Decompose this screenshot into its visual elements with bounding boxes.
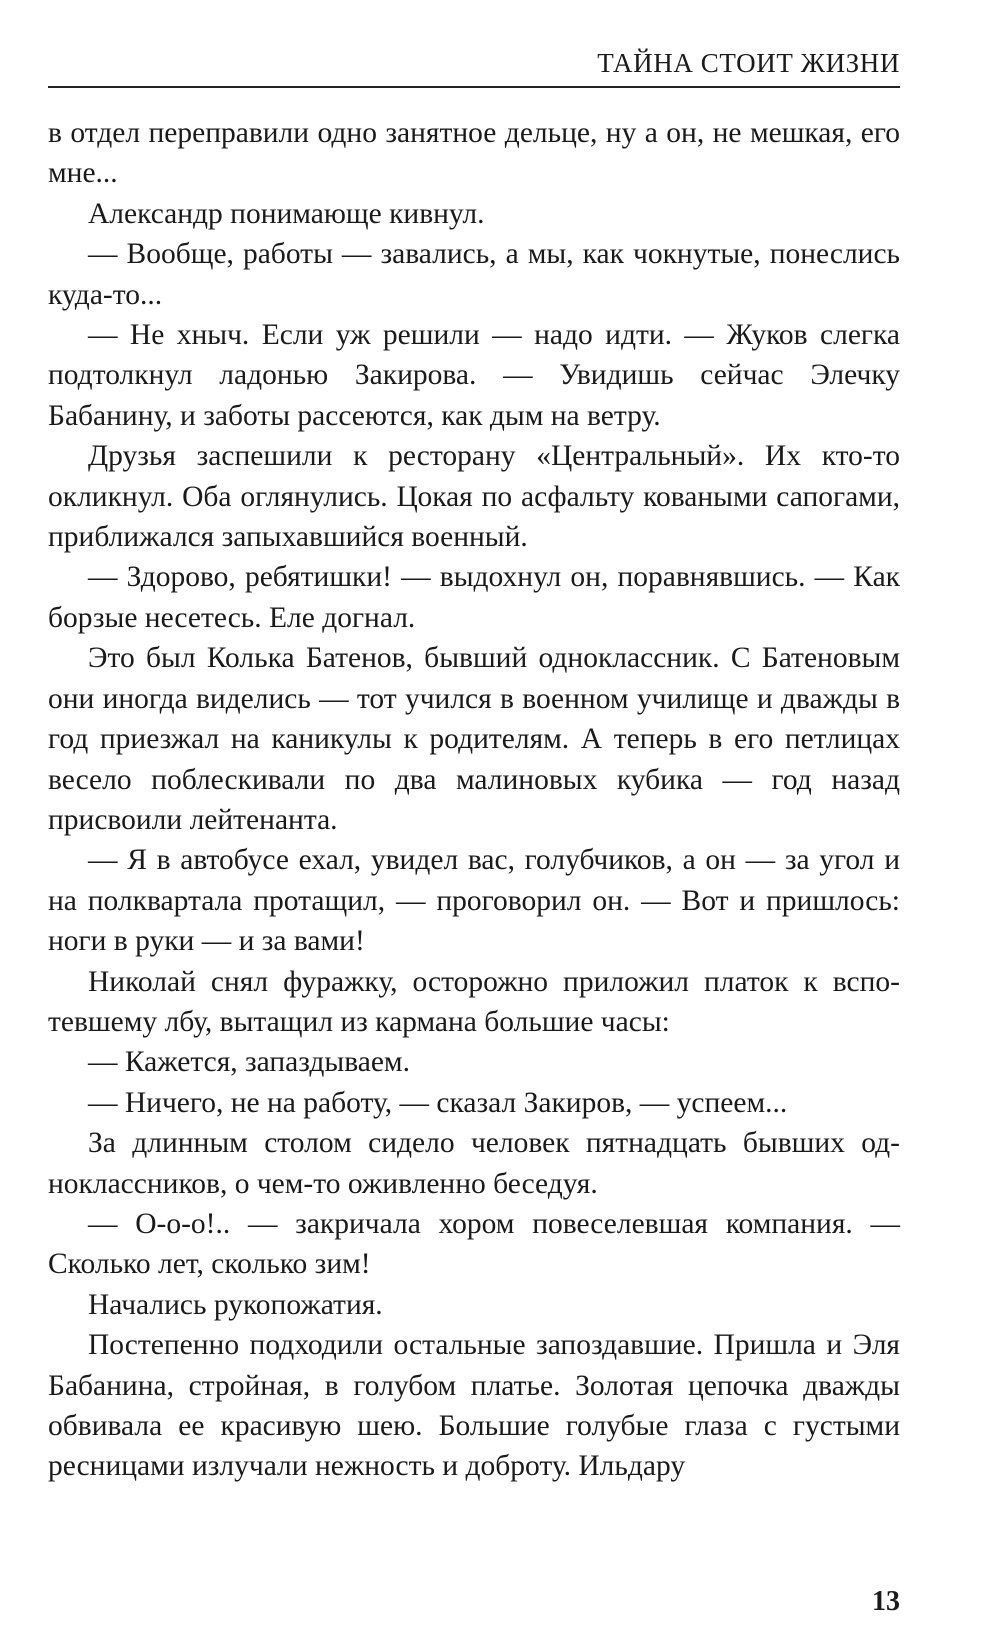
paragraph-10: — Кажется, запаздываем.: [88, 1046, 410, 1079]
paragraph-3: — Вообще, работы — завались, а мы, как чокнутые, понеслись куда-то...: [48, 238, 900, 311]
paragraph-2: Александр понимающе кивнул.: [88, 197, 485, 230]
body-text: [48, 113, 900, 1487]
running-header: ТАЙНА СТОИТ ЖИЗНИ: [48, 48, 900, 88]
paragraph-15: Постепенно подходили остальные запоздавшие. Пришла и Эля Бабанина, стройная, в голубом платье. Золотая цепочка дважды обвивала ее красивую шею. Большие голубые глаза с густыми ресницами излучали нежность и доброту. Ильдару: [48, 1329, 900, 1483]
paragraph-4: — Не хныч. Если уж решили — надо идти. — Жуков слегка подтолкнул ладонью Закирова. — Увидишь сейчас Элечку Бабанину, и заботы рассеются, как дым на ветру.: [48, 319, 900, 432]
paragraph-12: За длинным столом сидело человек пятнадцать бывших одноклассников, о чем-то оживленно беседуя.: [48, 1127, 900, 1200]
paragraph-1: в отдел переправили одно занятное дельце, ну а он, не мешкая, его мне...: [48, 117, 900, 190]
paragraph-14: Начались рукопожатия.: [88, 1288, 383, 1321]
paragraph-11: — Ничего, не на работу, — сказал Закиров, — успеем...: [88, 1086, 788, 1119]
paragraph-9: Николай снял фуражку, осторожно приложил платок к вспотевшему лбу, вытащил из кармана большие часы:: [48, 965, 900, 1038]
paragraph-5: Друзья заспешили к ресторану «Центральный». Их кто-то окликнул. Оба оглянулись. Цокая по асфальту коваными сапогами, приближался запыхавшийся военный.: [48, 440, 900, 554]
paragraph-6: — Здорово, ребятишки! — выдохнул он, поравнявшись. — Как борзые несетесь. Еле догнал.: [48, 561, 900, 634]
paragraph-7: Это был Колька Батенов, бывший одноклассник. С Батеновым они иногда виделись — тот учился в военном училище и дважды в год приезжал на каникулы к родителям. А теперь в его петлицах весело поблескивали по два малиновых кубика — год назад присвоили лейтенанта.: [48, 642, 900, 836]
paragraph-13: — О-о-о!.. — закричала хором повеселевшая компания. — Сколько лет, сколько зим!: [48, 1207, 900, 1281]
page-number: 13: [872, 1586, 900, 1617]
paragraph-8: — Я в автобусе ехал, увидел вас, голубчиков, а он — за угол и на полквартала протащил, — проговорил он. — Вот и пришлось: ноги в руки — и за вами!: [48, 844, 900, 958]
